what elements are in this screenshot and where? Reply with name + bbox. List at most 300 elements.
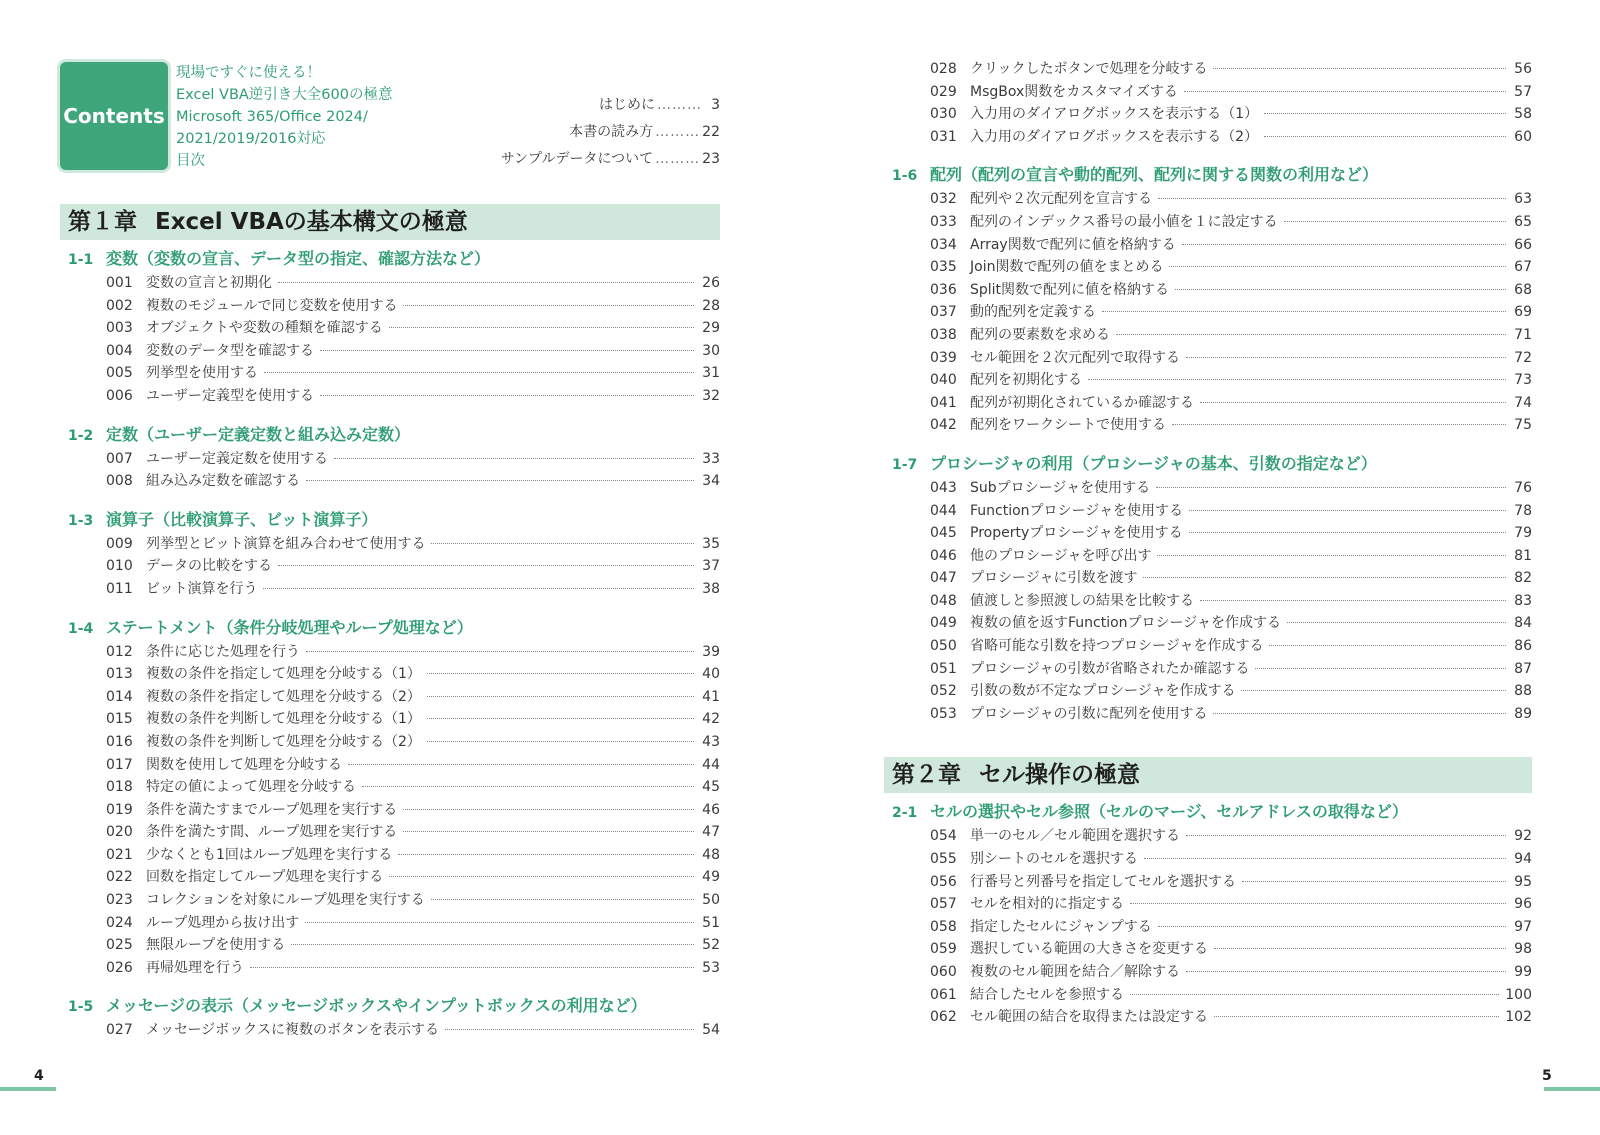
toc-section bbox=[884, 451, 1532, 726]
entry-leader bbox=[1158, 926, 1506, 927]
entry-title: Propertyプロシージャを使用する bbox=[970, 525, 1183, 542]
entry-number: 042 bbox=[930, 417, 957, 434]
toc-entry[interactable] bbox=[884, 522, 1532, 545]
left-page bbox=[60, 58, 720, 1042]
toc-entry[interactable] bbox=[60, 470, 720, 493]
entry-page: 34 bbox=[702, 473, 720, 490]
entry-number: 047 bbox=[930, 570, 957, 587]
entry-number: 018 bbox=[106, 779, 133, 796]
entry-number: 017 bbox=[106, 756, 133, 773]
entry-page: 82 bbox=[1514, 570, 1532, 587]
entry-title: セル範囲の結合を取得または設定する bbox=[970, 1009, 1208, 1026]
entry-page: 79 bbox=[1514, 525, 1532, 542]
toc-entry[interactable] bbox=[884, 126, 1532, 149]
entry-number: 049 bbox=[930, 615, 957, 632]
section-number: 2-1 bbox=[892, 805, 918, 822]
toc-entry[interactable] bbox=[60, 821, 720, 844]
entry-page: 63 bbox=[1514, 191, 1532, 208]
section-title: 定数（ユーザー定義定数と組み込み定数） bbox=[106, 424, 411, 444]
entry-title: ビット演算を行う bbox=[146, 580, 258, 597]
entry-title: 配列のインデックス番号の最小値を１に設定する bbox=[970, 213, 1278, 230]
entry-page: 97 bbox=[1514, 918, 1532, 935]
section-title: 演算子（比較演算子、ビット演算子） bbox=[106, 509, 378, 529]
entry-number: 001 bbox=[106, 275, 133, 291]
entry-title: コレクションを対象にループ処理を実行する bbox=[146, 892, 425, 909]
entry-number: 010 bbox=[106, 558, 133, 575]
entry-title: ユーザー定義定数を使用する bbox=[146, 450, 328, 467]
toc-section bbox=[60, 993, 720, 1042]
toc-entry[interactable] bbox=[60, 934, 720, 957]
entry-title: 少なくとも1回はループ処理を実行する bbox=[146, 846, 393, 863]
entry-number: 033 bbox=[930, 213, 957, 230]
entry-page: 57 bbox=[1514, 83, 1532, 100]
page-number-right: 5 bbox=[1542, 1068, 1552, 1084]
entry-leader bbox=[1102, 311, 1506, 312]
toc-entry[interactable] bbox=[884, 324, 1532, 347]
entry-title: 無限ループを使用する bbox=[146, 937, 286, 954]
entry-page: 35 bbox=[702, 535, 720, 552]
entry-number: 044 bbox=[930, 502, 957, 519]
entry-page: 26 bbox=[702, 275, 720, 291]
toc-entry[interactable] bbox=[60, 708, 720, 731]
entry-number: 019 bbox=[106, 801, 133, 818]
toc-entry[interactable] bbox=[884, 392, 1532, 415]
entry-leader bbox=[431, 899, 694, 900]
entry-page: 83 bbox=[1514, 592, 1532, 609]
toc-entry[interactable] bbox=[884, 635, 1532, 658]
toc-entry[interactable] bbox=[884, 938, 1532, 961]
entry-page: 65 bbox=[1514, 213, 1532, 230]
entry-page: 94 bbox=[1514, 851, 1532, 868]
entry-title: 複数の条件を指定して処理を分岐する（2） bbox=[146, 688, 421, 705]
entry-page: 28 bbox=[702, 297, 720, 314]
section-number: 1-6 bbox=[892, 168, 918, 185]
toc-entry[interactable] bbox=[60, 663, 720, 686]
page-number-rule-right bbox=[1544, 1087, 1600, 1091]
entry-title: 省略可能な引数を持つプロシージャを作成する bbox=[970, 638, 1264, 655]
entry-page: 89 bbox=[1514, 705, 1532, 722]
book-title-line: Microsoft 365/Office 2024/ bbox=[176, 109, 368, 125]
book-title-line: Excel VBA逆引き大全600の極意 bbox=[176, 87, 393, 103]
page-number-rule-left bbox=[0, 1087, 56, 1091]
front-matter-item[interactable] bbox=[501, 119, 720, 146]
toc-entry[interactable] bbox=[884, 703, 1532, 726]
entry-title: 複数の条件を指定して処理を分岐する（1） bbox=[146, 666, 421, 683]
entry-page: 31 bbox=[702, 365, 720, 382]
entry-title: ユーザー定義型を使用する bbox=[146, 387, 314, 404]
entry-title: セルを相対的に指定する bbox=[970, 896, 1124, 913]
toc-entry[interactable] bbox=[60, 317, 720, 340]
entry-number: 006 bbox=[106, 387, 133, 404]
toc-entry[interactable] bbox=[60, 957, 720, 980]
entry-number: 015 bbox=[106, 711, 133, 728]
toc-entry[interactable] bbox=[60, 362, 720, 385]
section-number: 1-5 bbox=[68, 999, 94, 1016]
toc-section bbox=[884, 162, 1532, 437]
chapter-heading bbox=[60, 204, 720, 240]
toc-entry[interactable] bbox=[884, 477, 1532, 500]
section-heading[interactable] bbox=[60, 615, 720, 641]
section-title: ステートメント（条件分岐処理やループ処理など） bbox=[106, 617, 473, 637]
front-matter-item[interactable] bbox=[501, 92, 720, 119]
right-page bbox=[884, 58, 1532, 1029]
entry-title: MsgBox関数をカスタマイズする bbox=[970, 83, 1178, 100]
section-title: プロシージャの利用（プロシージャの基本、引数の指定など） bbox=[930, 453, 1377, 473]
entry-page: 69 bbox=[1514, 304, 1532, 321]
entry-title: 条件に応じた処理を行う bbox=[146, 643, 300, 660]
entry-title: 入力用のダイアログボックスを表示する（1） bbox=[970, 106, 1259, 123]
entry-page: 88 bbox=[1514, 683, 1532, 700]
entry-number: 040 bbox=[930, 372, 957, 389]
toc-entry[interactable] bbox=[884, 188, 1532, 211]
entry-number: 037 bbox=[930, 304, 957, 321]
entry-leader bbox=[1186, 357, 1506, 358]
front-matter-label: はじめに bbox=[599, 97, 655, 113]
entry-title: 単一のセル／セル範囲を選択する bbox=[970, 828, 1180, 845]
toc-entry[interactable] bbox=[884, 1006, 1532, 1029]
entry-leader bbox=[1144, 858, 1506, 859]
toc-entry[interactable] bbox=[884, 256, 1532, 279]
entry-leader bbox=[1200, 402, 1506, 403]
entry-page: 60 bbox=[1514, 128, 1532, 145]
entry-page: 87 bbox=[1514, 660, 1532, 677]
toc-entry[interactable] bbox=[884, 612, 1532, 635]
entry-leader bbox=[1186, 835, 1506, 836]
toc-entry[interactable] bbox=[60, 889, 720, 912]
entry-number: 060 bbox=[930, 964, 957, 980]
entry-page: 75 bbox=[1514, 417, 1532, 434]
toc-entry[interactable] bbox=[884, 81, 1532, 104]
toc-entry[interactable] bbox=[884, 414, 1532, 437]
entry-title: 動的配列を定義する bbox=[970, 304, 1096, 321]
entry-number: 045 bbox=[930, 525, 957, 542]
entry-title: 複数の値を返すFunctionプロシージャを作成する bbox=[970, 615, 1281, 632]
entry-number: 053 bbox=[930, 705, 957, 722]
toc-header bbox=[60, 58, 720, 170]
entry-page: 74 bbox=[1514, 394, 1532, 411]
entry-leader bbox=[1214, 948, 1506, 949]
section-number: 1-3 bbox=[68, 512, 94, 529]
toc-entry[interactable] bbox=[60, 641, 720, 664]
entry-number: 013 bbox=[106, 666, 133, 683]
entry-title: 行番号と列番号を指定してセルを選択する bbox=[970, 873, 1236, 890]
front-matter-label: サンプルデータについて bbox=[500, 151, 654, 167]
book-title-line: 現場ですぐに使える！ bbox=[176, 65, 321, 81]
section-heading[interactable] bbox=[884, 162, 1532, 188]
entry-leader bbox=[305, 922, 694, 923]
toc-entry[interactable] bbox=[60, 731, 720, 754]
entry-number: 022 bbox=[106, 869, 133, 886]
entry-leader bbox=[278, 282, 694, 283]
entry-number: 020 bbox=[106, 824, 133, 841]
entry-page: 102 bbox=[1505, 1009, 1532, 1026]
section-title: メッセージの表示（メッセージボックスやインプットボックスの利用など） bbox=[106, 996, 647, 1016]
entry-leader bbox=[1255, 668, 1506, 669]
entry-leader bbox=[264, 372, 694, 373]
toc-section bbox=[60, 422, 720, 493]
toc-entry[interactable] bbox=[60, 686, 720, 709]
entry-number: 039 bbox=[930, 349, 957, 366]
page-number-left: 4 bbox=[34, 1068, 44, 1084]
entry-page: 86 bbox=[1514, 638, 1532, 655]
entry-title: オブジェクトや変数の種類を確認する bbox=[146, 320, 383, 337]
entry-page: 76 bbox=[1514, 479, 1532, 496]
entry-page: 49 bbox=[702, 869, 720, 886]
entry-page: 29 bbox=[702, 320, 720, 337]
entry-leader bbox=[334, 458, 694, 459]
entry-page: 42 bbox=[702, 711, 720, 728]
entry-title: 値渡しと参照渡しの結果を比較する bbox=[970, 592, 1194, 609]
entry-number: 009 bbox=[106, 535, 133, 552]
entry-title: 関数を使用して処理を分岐する bbox=[146, 756, 342, 773]
entry-page: 71 bbox=[1514, 326, 1532, 343]
entry-leader bbox=[1189, 532, 1506, 533]
toc-entry[interactable] bbox=[60, 340, 720, 363]
entry-leader bbox=[431, 543, 694, 544]
entry-leader bbox=[1241, 690, 1506, 691]
toc-entry[interactable] bbox=[884, 347, 1532, 370]
chapter-title: セル操作の極意 bbox=[979, 762, 1140, 789]
entry-page: 41 bbox=[702, 688, 720, 705]
entry-title: 他のプロシージャを呼び出す bbox=[970, 547, 1152, 564]
entry-number: 043 bbox=[930, 479, 957, 496]
entry-number: 046 bbox=[930, 547, 957, 564]
toc-entry[interactable] bbox=[884, 567, 1532, 590]
entry-title: クリックしたボタンで処理を分岐する bbox=[970, 61, 1208, 77]
entry-title: Join関数で配列の値をまとめる bbox=[970, 259, 1164, 276]
toc-entry[interactable] bbox=[60, 578, 720, 601]
entry-page: 44 bbox=[702, 756, 720, 773]
entry-number: 041 bbox=[930, 394, 957, 411]
toc-entry[interactable] bbox=[60, 1019, 720, 1042]
entry-title: 配列や２次元配列を宣言する bbox=[970, 191, 1152, 208]
toc-entry[interactable] bbox=[884, 984, 1532, 1007]
entry-title: 結合したセルを参照する bbox=[970, 986, 1124, 1003]
entry-leader bbox=[1182, 244, 1506, 245]
entry-title: Array関数で配列に値を格納する bbox=[970, 236, 1176, 253]
section-heading[interactable] bbox=[60, 422, 720, 448]
entry-number: 003 bbox=[106, 320, 133, 337]
entry-number: 016 bbox=[106, 733, 133, 750]
section-number: 1-7 bbox=[892, 456, 918, 473]
toc-entry[interactable] bbox=[60, 385, 720, 408]
toc-entry[interactable] bbox=[60, 844, 720, 867]
entry-page: 39 bbox=[702, 643, 720, 660]
entry-page: 98 bbox=[1514, 941, 1532, 958]
entry-number: 007 bbox=[106, 450, 133, 467]
entry-title: 回数を指定してループ処理を実行する bbox=[146, 869, 384, 886]
entry-leader bbox=[389, 327, 694, 328]
entry-leader bbox=[398, 854, 694, 855]
toc-entry[interactable] bbox=[884, 871, 1532, 894]
entry-leader bbox=[278, 565, 694, 566]
entry-title: 指定したセルにジャンプする bbox=[970, 918, 1152, 935]
entry-title: 特定の値によって処理を分岐する bbox=[146, 779, 356, 796]
entry-number: 023 bbox=[106, 892, 133, 909]
toc-entry[interactable] bbox=[60, 754, 720, 777]
section-title: セルの選択やセル参照（セルのマージ、セルアドレスの取得など） bbox=[930, 802, 1408, 822]
entry-title: プロシージャの引数が省略されたか確認する bbox=[970, 660, 1250, 677]
toc-section bbox=[884, 799, 1532, 1028]
entry-number: 021 bbox=[106, 846, 133, 863]
entry-title: 複数のモジュールで同じ変数を使用する bbox=[146, 297, 398, 314]
toc-entry[interactable] bbox=[884, 848, 1532, 871]
entry-leader bbox=[1156, 487, 1506, 488]
toc-section bbox=[60, 507, 720, 601]
entry-page: 50 bbox=[702, 892, 720, 909]
section-number: 1-4 bbox=[68, 620, 94, 637]
toc-entry[interactable] bbox=[60, 776, 720, 799]
entry-title: 複数の条件を判断して処理を分岐する（2） bbox=[146, 733, 421, 750]
toc-entry[interactable] bbox=[884, 658, 1532, 681]
entry-number: 029 bbox=[930, 83, 957, 100]
section-title: 配列（配列の宣言や動的配列、配列に関する関数の利用など） bbox=[930, 165, 1379, 185]
entry-number: 005 bbox=[106, 365, 133, 382]
section-heading[interactable] bbox=[60, 246, 720, 272]
front-matter-item[interactable] bbox=[501, 146, 720, 173]
entry-page: 100 bbox=[1505, 986, 1532, 1003]
chapter-number: 第１章 bbox=[68, 209, 137, 235]
entry-page: 72 bbox=[1514, 349, 1532, 366]
entry-title: セル範囲を２次元配列で取得する bbox=[970, 349, 1180, 366]
entry-number: 027 bbox=[106, 1022, 133, 1039]
entry-leader bbox=[306, 480, 694, 481]
entry-number: 031 bbox=[930, 128, 957, 145]
section-number: 1-2 bbox=[68, 427, 94, 444]
entry-leader bbox=[1186, 971, 1506, 972]
entry-title: 別シートのセルを選択する bbox=[970, 851, 1138, 868]
toc-entry[interactable] bbox=[884, 103, 1532, 126]
entry-number: 008 bbox=[106, 473, 133, 490]
entry-number: 026 bbox=[106, 959, 133, 976]
entry-number: 032 bbox=[930, 191, 957, 208]
entry-title: 複数のセル範囲を結合／解除する bbox=[970, 964, 1180, 980]
toc-entry[interactable] bbox=[884, 234, 1532, 257]
entry-title: データの比較をする bbox=[146, 558, 272, 575]
entry-leader bbox=[1264, 136, 1506, 137]
contents-badge: Contents bbox=[60, 62, 168, 170]
entry-title: 入力用のダイアログボックスを表示する（2） bbox=[970, 128, 1259, 145]
entry-page: 40 bbox=[702, 666, 720, 683]
chapter-number: 第２章 bbox=[892, 762, 961, 789]
entry-page: 73 bbox=[1514, 372, 1532, 389]
section-title: 変数（変数の宣言、データ型の指定、確認方法など） bbox=[106, 249, 491, 268]
toc-entry[interactable] bbox=[884, 545, 1532, 568]
entry-leader bbox=[1158, 198, 1506, 199]
entry-title: 条件を満たすまでループ処理を実行する bbox=[146, 801, 398, 818]
entry-leader bbox=[1242, 881, 1506, 882]
toc-entry[interactable] bbox=[60, 272, 720, 295]
entry-leader bbox=[403, 831, 694, 832]
entry-number: 025 bbox=[106, 937, 133, 954]
entry-page: 46 bbox=[702, 801, 720, 818]
entry-page: 67 bbox=[1514, 259, 1532, 276]
entry-page: 32 bbox=[702, 387, 720, 404]
entry-page: 68 bbox=[1514, 281, 1532, 298]
entry-number: 058 bbox=[930, 918, 957, 935]
section-heading[interactable] bbox=[884, 799, 1532, 825]
entry-number: 048 bbox=[930, 592, 957, 609]
entry-leader bbox=[1189, 510, 1506, 511]
entry-page: 47 bbox=[702, 824, 720, 841]
toc-entry[interactable] bbox=[884, 58, 1532, 81]
entry-number: 056 bbox=[930, 873, 957, 890]
toc-entry[interactable] bbox=[60, 533, 720, 556]
toc-entry[interactable] bbox=[60, 866, 720, 889]
entry-number: 061 bbox=[930, 986, 957, 1003]
toc-entry[interactable] bbox=[60, 448, 720, 471]
entry-page: 33 bbox=[702, 450, 720, 467]
front-matter-label: 本書の読み方 bbox=[569, 124, 654, 140]
entry-page: 43 bbox=[702, 733, 720, 750]
toc-entry[interactable] bbox=[884, 211, 1532, 234]
toc-entry[interactable] bbox=[884, 961, 1532, 984]
entry-title: 選択している範囲の大きさを変更する bbox=[970, 941, 1208, 958]
section-heading[interactable] bbox=[60, 507, 720, 533]
toc-entry[interactable] bbox=[60, 295, 720, 318]
entry-title: 複数の条件を判断して処理を分岐する（1） bbox=[146, 711, 421, 728]
entry-title: 列挙型を使用する bbox=[146, 365, 258, 382]
entry-number: 051 bbox=[930, 660, 957, 677]
entry-leader bbox=[1172, 424, 1506, 425]
section-heading[interactable] bbox=[884, 451, 1532, 477]
entry-leader bbox=[1157, 555, 1506, 556]
entry-title: プロシージャの引数に配列を使用する bbox=[970, 705, 1208, 722]
entry-leader bbox=[1143, 577, 1506, 578]
toc-entry[interactable] bbox=[884, 369, 1532, 392]
entry-title: メッセージボックスに複数のボタンを表示する bbox=[146, 1022, 440, 1039]
entry-leader bbox=[1175, 289, 1506, 290]
entry-number: 011 bbox=[106, 580, 133, 597]
front-matter-page: 3 bbox=[711, 97, 720, 113]
entry-title: 引数の数が不定なプロシージャを作成する bbox=[970, 683, 1236, 700]
entry-number: 024 bbox=[106, 914, 133, 931]
toc-entry[interactable] bbox=[884, 590, 1532, 613]
entry-leader bbox=[1184, 91, 1506, 92]
entry-leader bbox=[320, 395, 694, 396]
toc-entry[interactable] bbox=[884, 825, 1532, 848]
toc-entry[interactable] bbox=[60, 912, 720, 935]
entry-leader bbox=[1130, 903, 1506, 904]
toc-entry[interactable] bbox=[884, 279, 1532, 302]
book-title-line: 2021/2019/2016対応 bbox=[176, 131, 326, 147]
entry-leader bbox=[389, 876, 694, 877]
entry-page: 30 bbox=[702, 342, 720, 359]
toc-section bbox=[60, 246, 720, 408]
toc-entry[interactable] bbox=[60, 799, 720, 822]
toc-entry[interactable] bbox=[884, 916, 1532, 939]
toc-entry[interactable] bbox=[884, 500, 1532, 523]
entry-leader bbox=[1116, 334, 1506, 335]
toc-entry[interactable] bbox=[884, 893, 1532, 916]
chapter-title: Excel VBAの基本構文の極意 bbox=[155, 209, 468, 235]
toc-entry[interactable] bbox=[60, 555, 720, 578]
entry-number: 036 bbox=[930, 281, 957, 298]
entry-leader bbox=[291, 944, 694, 945]
entry-title: 配列の要素数を求める bbox=[970, 326, 1110, 343]
entry-page: 99 bbox=[1514, 964, 1532, 980]
entry-page: 53 bbox=[702, 959, 720, 976]
entry-leader bbox=[306, 651, 694, 652]
toc-entry[interactable] bbox=[884, 301, 1532, 324]
entry-title: 再帰処理を行う bbox=[146, 959, 244, 976]
toc-entry[interactable] bbox=[884, 680, 1532, 703]
entry-leader bbox=[1287, 622, 1506, 623]
front-matter-page: 22 bbox=[702, 124, 720, 140]
entry-leader bbox=[263, 588, 694, 589]
entry-leader bbox=[403, 305, 694, 306]
section-heading[interactable] bbox=[60, 993, 720, 1019]
